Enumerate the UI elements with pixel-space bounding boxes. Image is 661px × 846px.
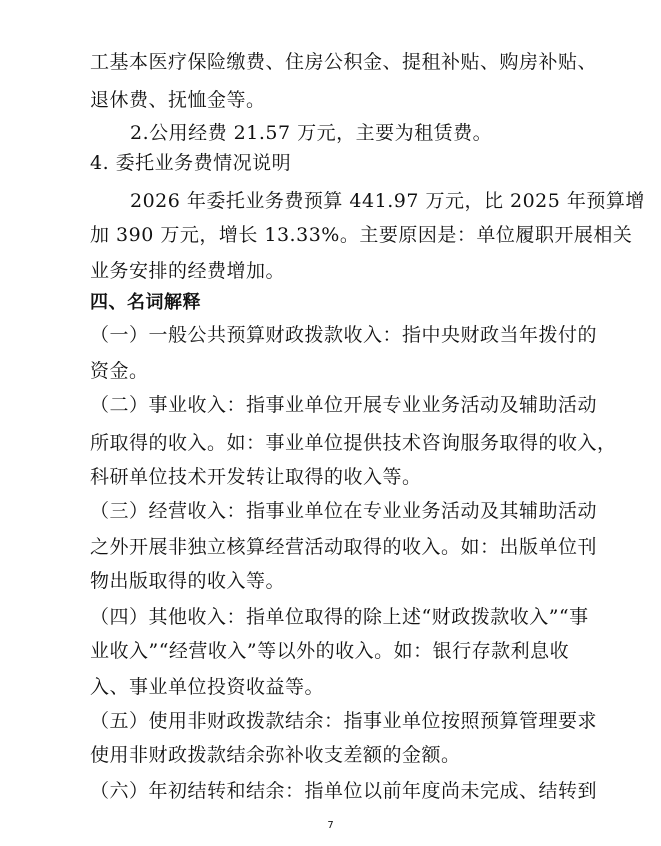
text-line: （二）事业收入：指事业单位开展专业业务活动及辅助活动 [90, 394, 598, 416]
section-subheading: 4. 委托业务费情况说明 [90, 152, 292, 174]
text-line: （五）使用非财政拨款结余：指事业单位按照预算管理要求 [90, 710, 598, 732]
text-line: 加 390 万元，增长 13.33%。主要原因是：单位履职开展相关 [90, 224, 633, 246]
text-line: 退休费、抚恤金等。 [90, 89, 266, 111]
text-line: 业务安排的经费增加。 [90, 260, 286, 282]
text-line: 工基本医疗保险缴费、住房公积金、提租补贴、购房补贴、 [90, 51, 598, 73]
text-line: 之外开展非独立核算经营活动取得的收入。如：出版单位刊 [90, 536, 598, 558]
text-line: 物出版取得的收入等。 [90, 570, 286, 592]
text-line: （三）经营收入：指事业单位在专业业务活动及其辅助活动 [90, 500, 598, 522]
text-line: （六）年初结转和结余：指单位以前年度尚未完成、结转到 [90, 780, 598, 802]
text-line: （四）其他收入：指单位取得的除上述“财政拨款收入”“事 [90, 606, 589, 628]
section-heading: 四、名词解释 [90, 292, 201, 313]
page-number: 7 [327, 820, 334, 831]
text-line: （一）一般公共预算财政拨款收入：指中央财政当年拨付的 [90, 324, 598, 346]
text-line: 科研单位技术开发转让取得的收入等。 [90, 466, 422, 488]
text-line: 入、事业单位投资收益等。 [90, 676, 325, 698]
text-line: 2026 年委托业务费预算 441.97 万元，比 2025 年预算增 [130, 190, 645, 212]
text-line: 资金。 [90, 360, 149, 382]
text-line: 业收入”“经营收入”等以外的收入。如：银行存款利息收 [90, 640, 570, 662]
text-line: 所取得的收入。如：事业单位提供技术咨询服务取得的收入， [90, 432, 617, 454]
text-line: 使用非财政拨款结余弥补收支差额的金额。 [90, 744, 461, 766]
text-line: 2.公用经费 21.57 万元，主要为租赁费。 [130, 122, 493, 144]
